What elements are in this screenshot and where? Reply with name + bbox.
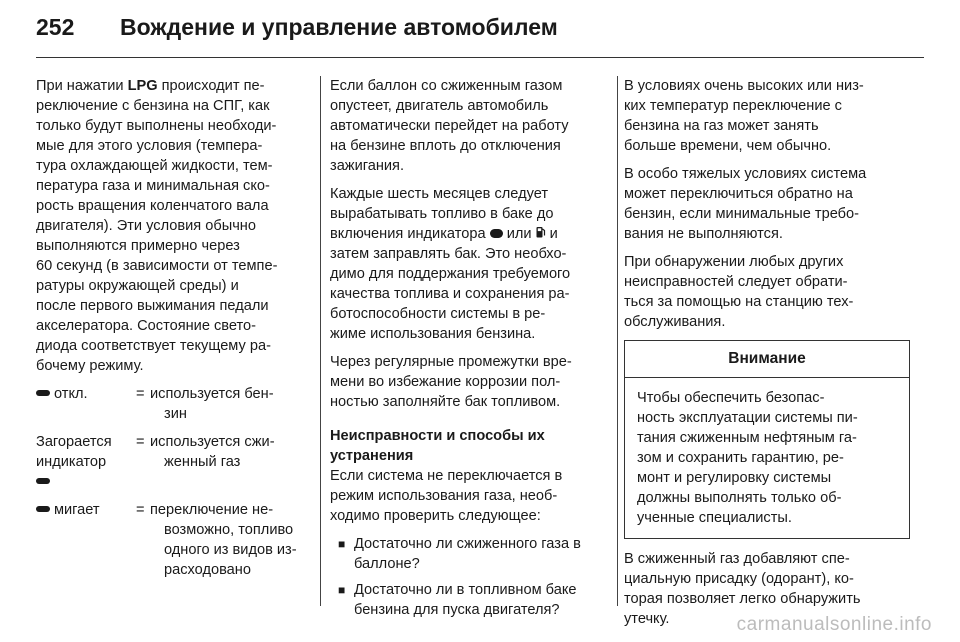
six-months-paragraph: Каждые шесть месяцев следует вырабатывать топливо в баке до включения индикатора или и затем заправлять бак. Это необхо- димо для поддержания требуемого качества топлива и сохранения ра- ботоспособности системы в ре- жиме использования бензина. bbox=[330, 186, 571, 342]
column-2 bbox=[330, 76, 606, 626]
fuel-indicator-dot-icon bbox=[490, 229, 503, 238]
column-3 bbox=[624, 76, 910, 637]
led-indicator-icon bbox=[36, 390, 50, 396]
page-title: Вождение и управление автомобилем bbox=[120, 14, 558, 40]
bullet-item: ■ Достаточно ли сжиженного газа в баллоне? bbox=[330, 534, 606, 574]
severe-conditions-paragraph: В особо тяжелых условиях система может переключиться обратно на бензин, если минимальные требо- вания не выполняются. bbox=[624, 166, 867, 242]
service-paragraph: При обнаружении любых других неисправностей следует обрати- ться за помощью на станцию тех- обслуживания. bbox=[624, 254, 854, 330]
bullet-item: ■ Достаточно ли в топливном баке бензина для пуска двигателя? bbox=[330, 580, 606, 620]
check-paragraph: Если система не переключается в режим использования газа, необ- ходимо проверить следующее: bbox=[330, 468, 563, 524]
warning-box bbox=[624, 340, 910, 539]
led-indicator-icon bbox=[36, 506, 50, 512]
page-number: 252 bbox=[36, 14, 75, 40]
intro-paragraph: При нажатии LPG происходит пе- реключение с бензина на СПГ, как только будут выполнены необходи- мые для этого условия (темпера- тура охлаждающей жидкости, тем- пература газа и минимальная ско- рость вращения коленчатого вала двигателя). Эти условия обычно выполняются примерно через 60 секунд (в зависимости от темпе- ратуры окружающей среды) и после первого выжимания педали акселератора. Состояние свето- диода соответствует текущему ра- бочему режиму. bbox=[36, 78, 278, 374]
watermark: carmanualsonline.info bbox=[736, 614, 932, 635]
page-header bbox=[36, 10, 924, 54]
warning-body: Чтобы обеспечить безопас- ность эксплуатации системы пи- тания сжиженным нефтяным га- зом и сохранить гарантию, ре- монт и регулировку системы должны выполнять только об- ученные специалисты. bbox=[637, 390, 858, 526]
bullet-square-icon: ■ bbox=[338, 537, 346, 551]
troubleshooting-heading: Неисправности и способы их устранения bbox=[330, 428, 545, 464]
odorant-paragraph: В сжиженный газ добавляют спе- циальную присадку (одорант), ко- торая позволяет легко обнаружить утечку. bbox=[624, 551, 861, 627]
header-rule bbox=[36, 57, 924, 58]
column-divider-1 bbox=[320, 76, 321, 606]
indicator-row-flashing: мигает = переключение не- возможно, топливо одного из видов из- расходовано bbox=[36, 500, 306, 580]
corrosion-paragraph: Через регулярные промежутки вре- мени во избежание коррозии пол- ностью заполняйте бак топливом. bbox=[330, 354, 572, 410]
column-1 bbox=[36, 76, 306, 580]
temperature-paragraph: В условиях очень высоких или низ- ких температур переключение с бензина на газ может занять больше времени, чем обычно. bbox=[624, 78, 864, 154]
warning-title: Внимание bbox=[625, 341, 909, 378]
indicator-row-off: откл. = используется бен- зин bbox=[36, 384, 306, 432]
column-divider-2 bbox=[617, 76, 618, 606]
fuel-pump-icon bbox=[536, 226, 546, 238]
empty-tank-paragraph: Если баллон со сжиженным газом опустеет, двигатель автомобиль автоматически перейдет на работу на бензине вплоть до отключения зажигания. bbox=[330, 78, 569, 174]
led-indicator-icon bbox=[36, 478, 50, 484]
lpg-label: LPG bbox=[127, 78, 158, 94]
bullet-square-icon: ■ bbox=[338, 583, 346, 597]
indicator-row-lit: Загорается индикатор = используется сжи- женный газ bbox=[36, 432, 306, 500]
indicator-table bbox=[36, 384, 306, 580]
